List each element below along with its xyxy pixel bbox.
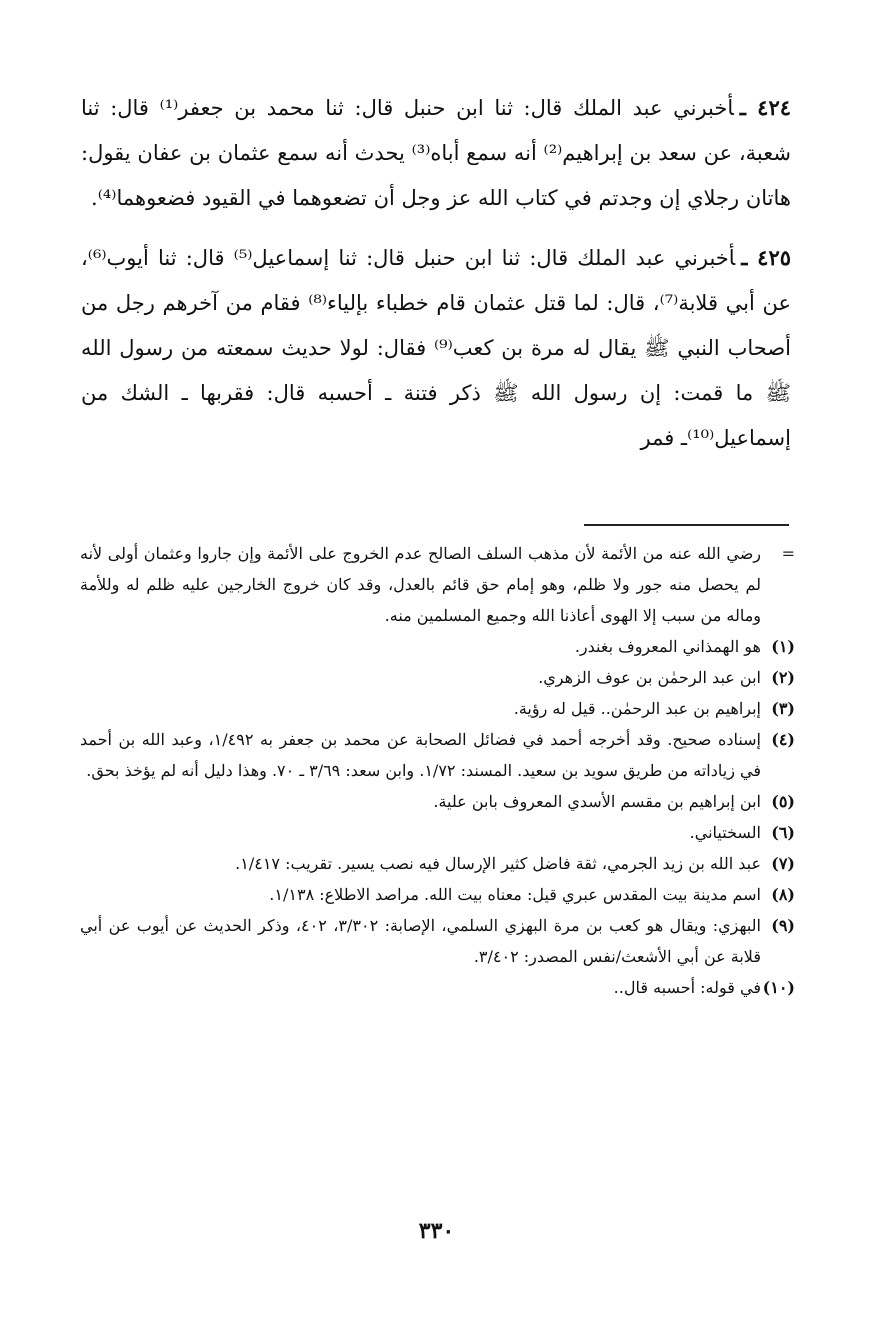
footnote-text: إسناده صحيح. وقد أخرجه أحمد في فضائل الصحابة عن محمد بن جعفر به ١/٤٩٢، وعبد الله بن أحمد في زياداته من طريق سويد بن سعيد. المسند: ١/٧٢. وابن سعد: ٣/٦٩ ـ ٧٠. وهذا دليل أنه لم يؤخذ بحق. — [80, 730, 762, 780]
footnote-10 — [80, 972, 795, 1003]
footnote-2 — [80, 662, 795, 693]
hadith-entry-425 — [81, 235, 791, 461]
footnote-9 — [80, 910, 795, 972]
footnote-text: البهزي: ويقال هو كعب بن مرة البهزي السلمي، الإصابة: ٣/٣٠٢، ٤٠٢، وذكر الحديث عن أيوب عن أبي قلابة عن أبي الأشعث/نفس المصدر: ٣/٤٠٢. — [80, 916, 761, 966]
footnote-mark: (١٠) — [762, 978, 795, 997]
continuation-mark: = — [781, 544, 795, 563]
footnote-text: عبد الله بن زيد الجرمي، ثقة فاضل كثير الإرسال فيه نصب يسير. تقريب: ١/٤١٧. — [235, 854, 761, 873]
page-number: ٣٣٠ — [418, 1218, 455, 1244]
footnote-text: السختياني. — [689, 823, 761, 842]
footnote-mark: (٦) — [771, 823, 795, 842]
footnote-4 — [80, 724, 795, 786]
footnote-8 — [80, 879, 795, 910]
footnote-7 — [80, 848, 795, 879]
entry-number: ٤٢٤ ـ — [739, 95, 792, 120]
footnote-text: اسم مدينة بيت المقدس عبري قيل: معناه بيت الله. مراصد الاطلاع: ١/١٣٨. — [269, 885, 761, 904]
footnote-mark: (١) — [771, 637, 795, 656]
footnote-continuation — [80, 538, 795, 631]
footnote-mark: (٢) — [771, 668, 795, 687]
footnotes — [80, 538, 795, 1003]
footnote-mark: (٩) — [771, 916, 795, 935]
entry-text: أخبرني عبد الملك قال: ثنا ابن حنبل قال: ثنا إسماعيل⁽⁵⁾ قال: ثنا أيوب⁽⁶⁾، عن أبي قلابة⁽⁷⁾، قال: لما قتل عثمان قام خطباء بإلياء⁽⁸⁾ فقام من آخرهم رجل من أصحاب النبي ﷺ يقال له مرة بن كعب⁽⁹⁾ فقال: لولا حديث سمعته من رسول الله ﷺ ما قمت: إن رسول الله ﷺ ذكر فتنة ـ أحسبه قال: فقربها ـ الشك من إسماعيل⁽¹⁰⁾ـ فمر — [81, 246, 791, 450]
footnote-text: ابن عبد الرحمٰن بن عوف الزهري. — [538, 668, 761, 687]
entry-number: ٤٢٥ ـ — [741, 245, 792, 270]
entry-text: أخبرني عبد الملك قال: ثنا ابن حنبل قال: ثنا محمد بن جعفر⁽¹⁾ قال: ثنا شعبة، عن سعد بن إبراهيم⁽²⁾ أنه سمع أباه⁽³⁾ يحدث أنه سمع عثمان بن عفان يقول: هاتان رجلاي إن وجدتم في كتاب الله عز وجل أن تضعوهما في القيود فضعوهما⁽⁴⁾. — [81, 96, 791, 210]
footnote-text: هو الهمذاني المعروف بغندر. — [574, 637, 761, 656]
footnote-mark: (٣) — [771, 699, 795, 718]
footnote-5 — [80, 786, 795, 817]
main-text — [81, 85, 791, 475]
footnote-text: رضي الله عنه من الأئمة لأن مذهب السلف الصالح عدم الخروج على الأئمة وإن جاروا وعثمان أولى لأنه لم يحصل منه جور ولا ظلم، وهو إمام حق قائم بالعدل، وقد كان خروج الخارجين عليه ظلم له وللأمة وماله من سبب إلا الهوى أعاذنا الله وجميع المسلمين منه. — [80, 544, 762, 625]
footnote-mark: (٧) — [771, 854, 795, 873]
footnote-mark: (٨) — [771, 885, 795, 904]
footnote-mark: (٤) — [771, 730, 795, 749]
hadith-entry-424 — [81, 85, 791, 221]
footnote-3 — [80, 693, 795, 724]
footnote-separator — [584, 524, 789, 526]
footnote-mark: (٥) — [771, 792, 795, 811]
footnote-6 — [80, 817, 795, 848]
footnote-text: إبراهيم بن عبد الرحمٰن.. قيل له رؤية. — [513, 699, 761, 718]
footnote-text: في قوله: أحسبه قال.. — [613, 978, 761, 997]
footnote-text: ابن إبراهيم بن مقسم الأسدي المعروف بابن علية. — [433, 792, 761, 811]
footnote-1 — [80, 631, 795, 662]
